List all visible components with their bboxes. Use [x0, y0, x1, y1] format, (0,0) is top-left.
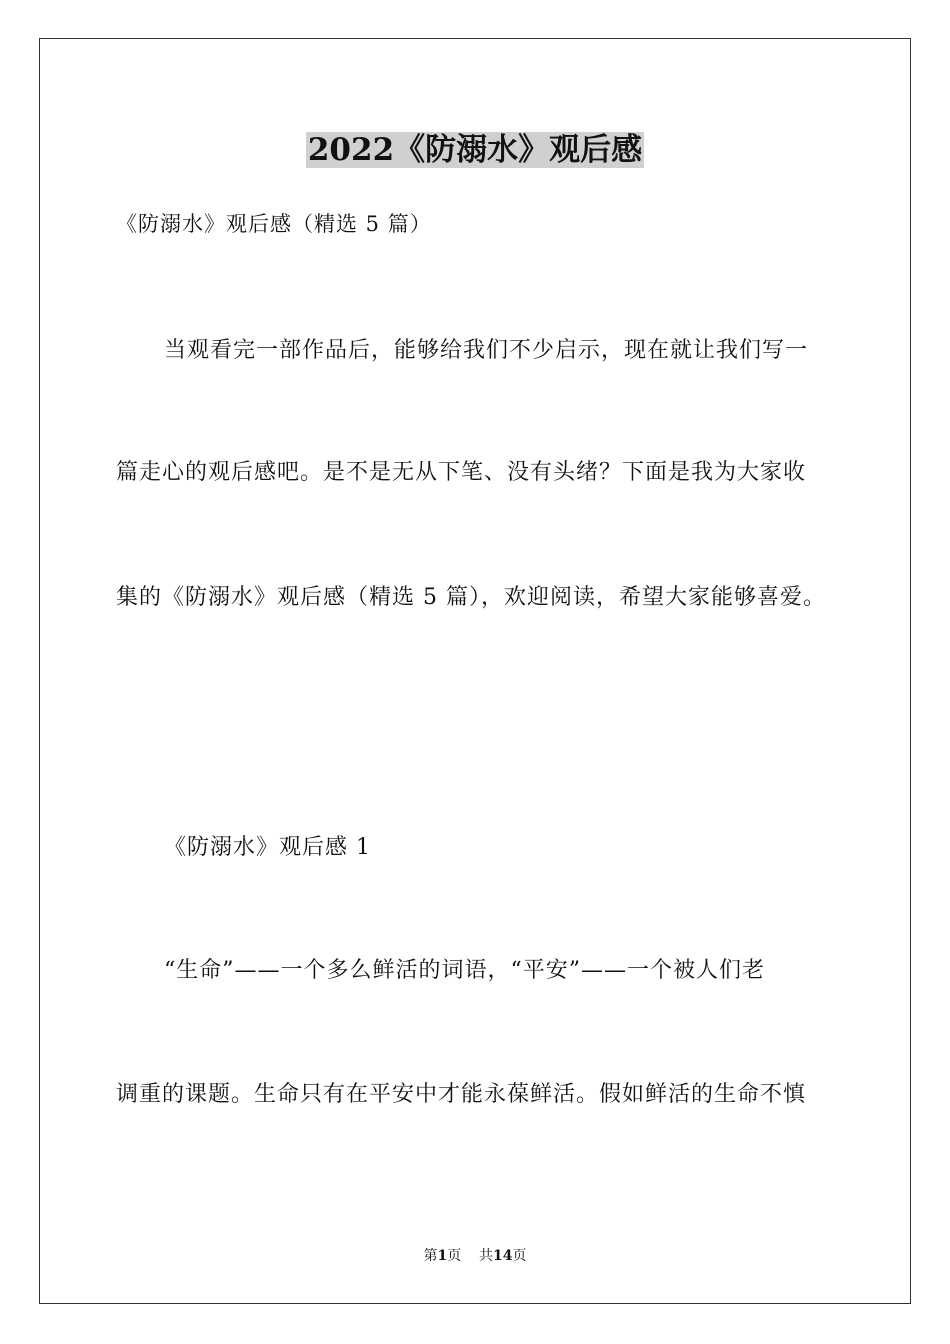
- page-footer: [0, 1246, 950, 1266]
- document-title: [0, 127, 950, 172]
- footer-page-number: 1: [437, 1248, 448, 1264]
- paragraph-line-3: 集的《防溺水》观后感（精选 5 篇），欢迎阅读，希望大家能够喜爱。: [116, 585, 826, 610]
- footer-page-suffix: 页: [447, 1248, 462, 1264]
- footer-total-pages: 14: [493, 1248, 513, 1264]
- paragraph-line-4: “生命”——一个多么鲜活的词语，“平安”——一个被人们老: [164, 958, 765, 983]
- footer-total-suffix: 页: [512, 1248, 527, 1264]
- paragraph-line-2: 篇走心的观后感吧。是不是无从下笔、没有头绪？下面是我为大家收: [116, 460, 807, 485]
- paragraph-line-5: 调重的课题。生命只有在平安中才能永葆鲜活。假如鲜活的生命不慎: [116, 1082, 807, 1107]
- paragraph-line-1: 当观看完一部作品后，能够给我们不少启示，现在就让我们写一: [164, 338, 809, 363]
- document-title-text: 2022《防溺水》观后感: [307, 132, 643, 168]
- section-heading-1: 《防溺水》观后感 1: [164, 835, 371, 860]
- footer-page-prefix: 第: [423, 1248, 438, 1264]
- footer-total-prefix: 共: [479, 1248, 494, 1264]
- document-subtitle: 《防溺水》观后感（精选 5 篇）: [116, 212, 432, 236]
